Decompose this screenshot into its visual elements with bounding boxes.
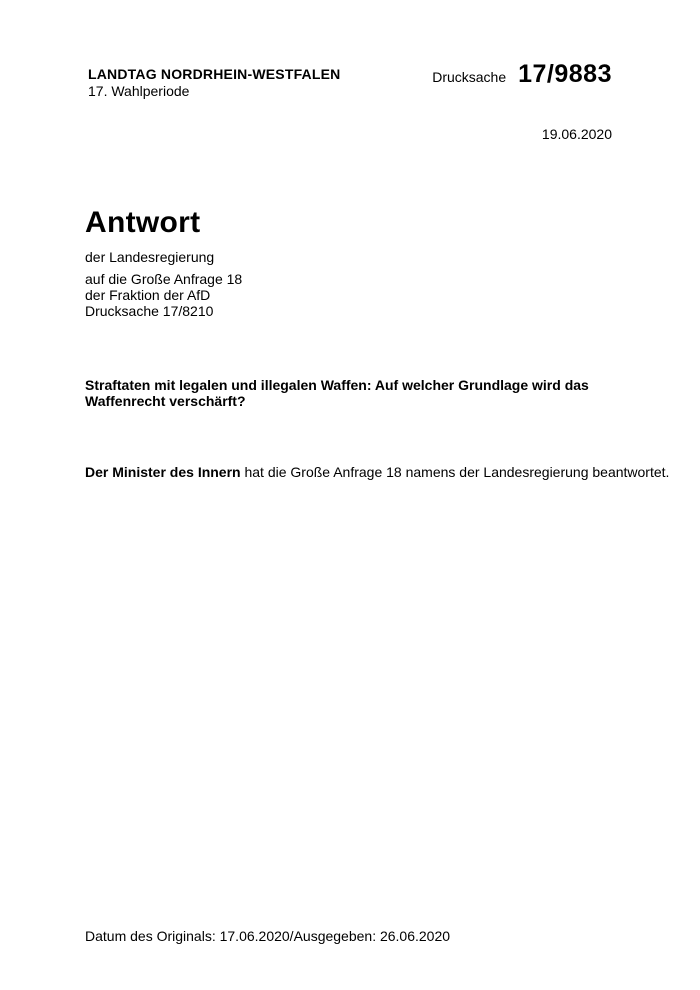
institution-name: LANDTAG NORDRHEIN-WESTFALEN xyxy=(88,66,341,82)
answer-line xyxy=(85,464,669,480)
drucksache-label: Drucksache xyxy=(432,69,507,85)
originator-line: der Landesregierung xyxy=(85,249,215,265)
drucksache-number: 17/9883 xyxy=(518,60,612,88)
answer-minister: Der Minister des Innern xyxy=(85,464,241,480)
legislative-period: 17. Wahlperiode xyxy=(88,83,190,99)
subject-line-2: Waffenrecht verschärft? xyxy=(85,393,246,409)
document-header-left xyxy=(88,66,340,100)
document-header-right xyxy=(432,60,612,89)
subject-line-1: Straftaten mit legalen und illegalen Waffen: Auf welcher Grundlage wird das xyxy=(85,377,589,393)
reference-line-3: Drucksache 17/8210 xyxy=(85,303,214,319)
footer-dates: Datum des Originals: 17.06.2020/Ausgegeben: 26.06.2020 xyxy=(85,928,451,944)
reference-line-1: auf die Große Anfrage 18 xyxy=(85,271,243,287)
document-title: Antwort xyxy=(85,206,201,239)
subject-block xyxy=(85,377,589,409)
reference-block xyxy=(85,271,242,319)
answer-text: hat die Große Anfrage 18 namens der Landesregierung beantwortet. xyxy=(240,464,670,480)
document-date: 19.06.2020 xyxy=(541,126,612,142)
reference-line-2: der Fraktion der AfD xyxy=(85,287,211,303)
